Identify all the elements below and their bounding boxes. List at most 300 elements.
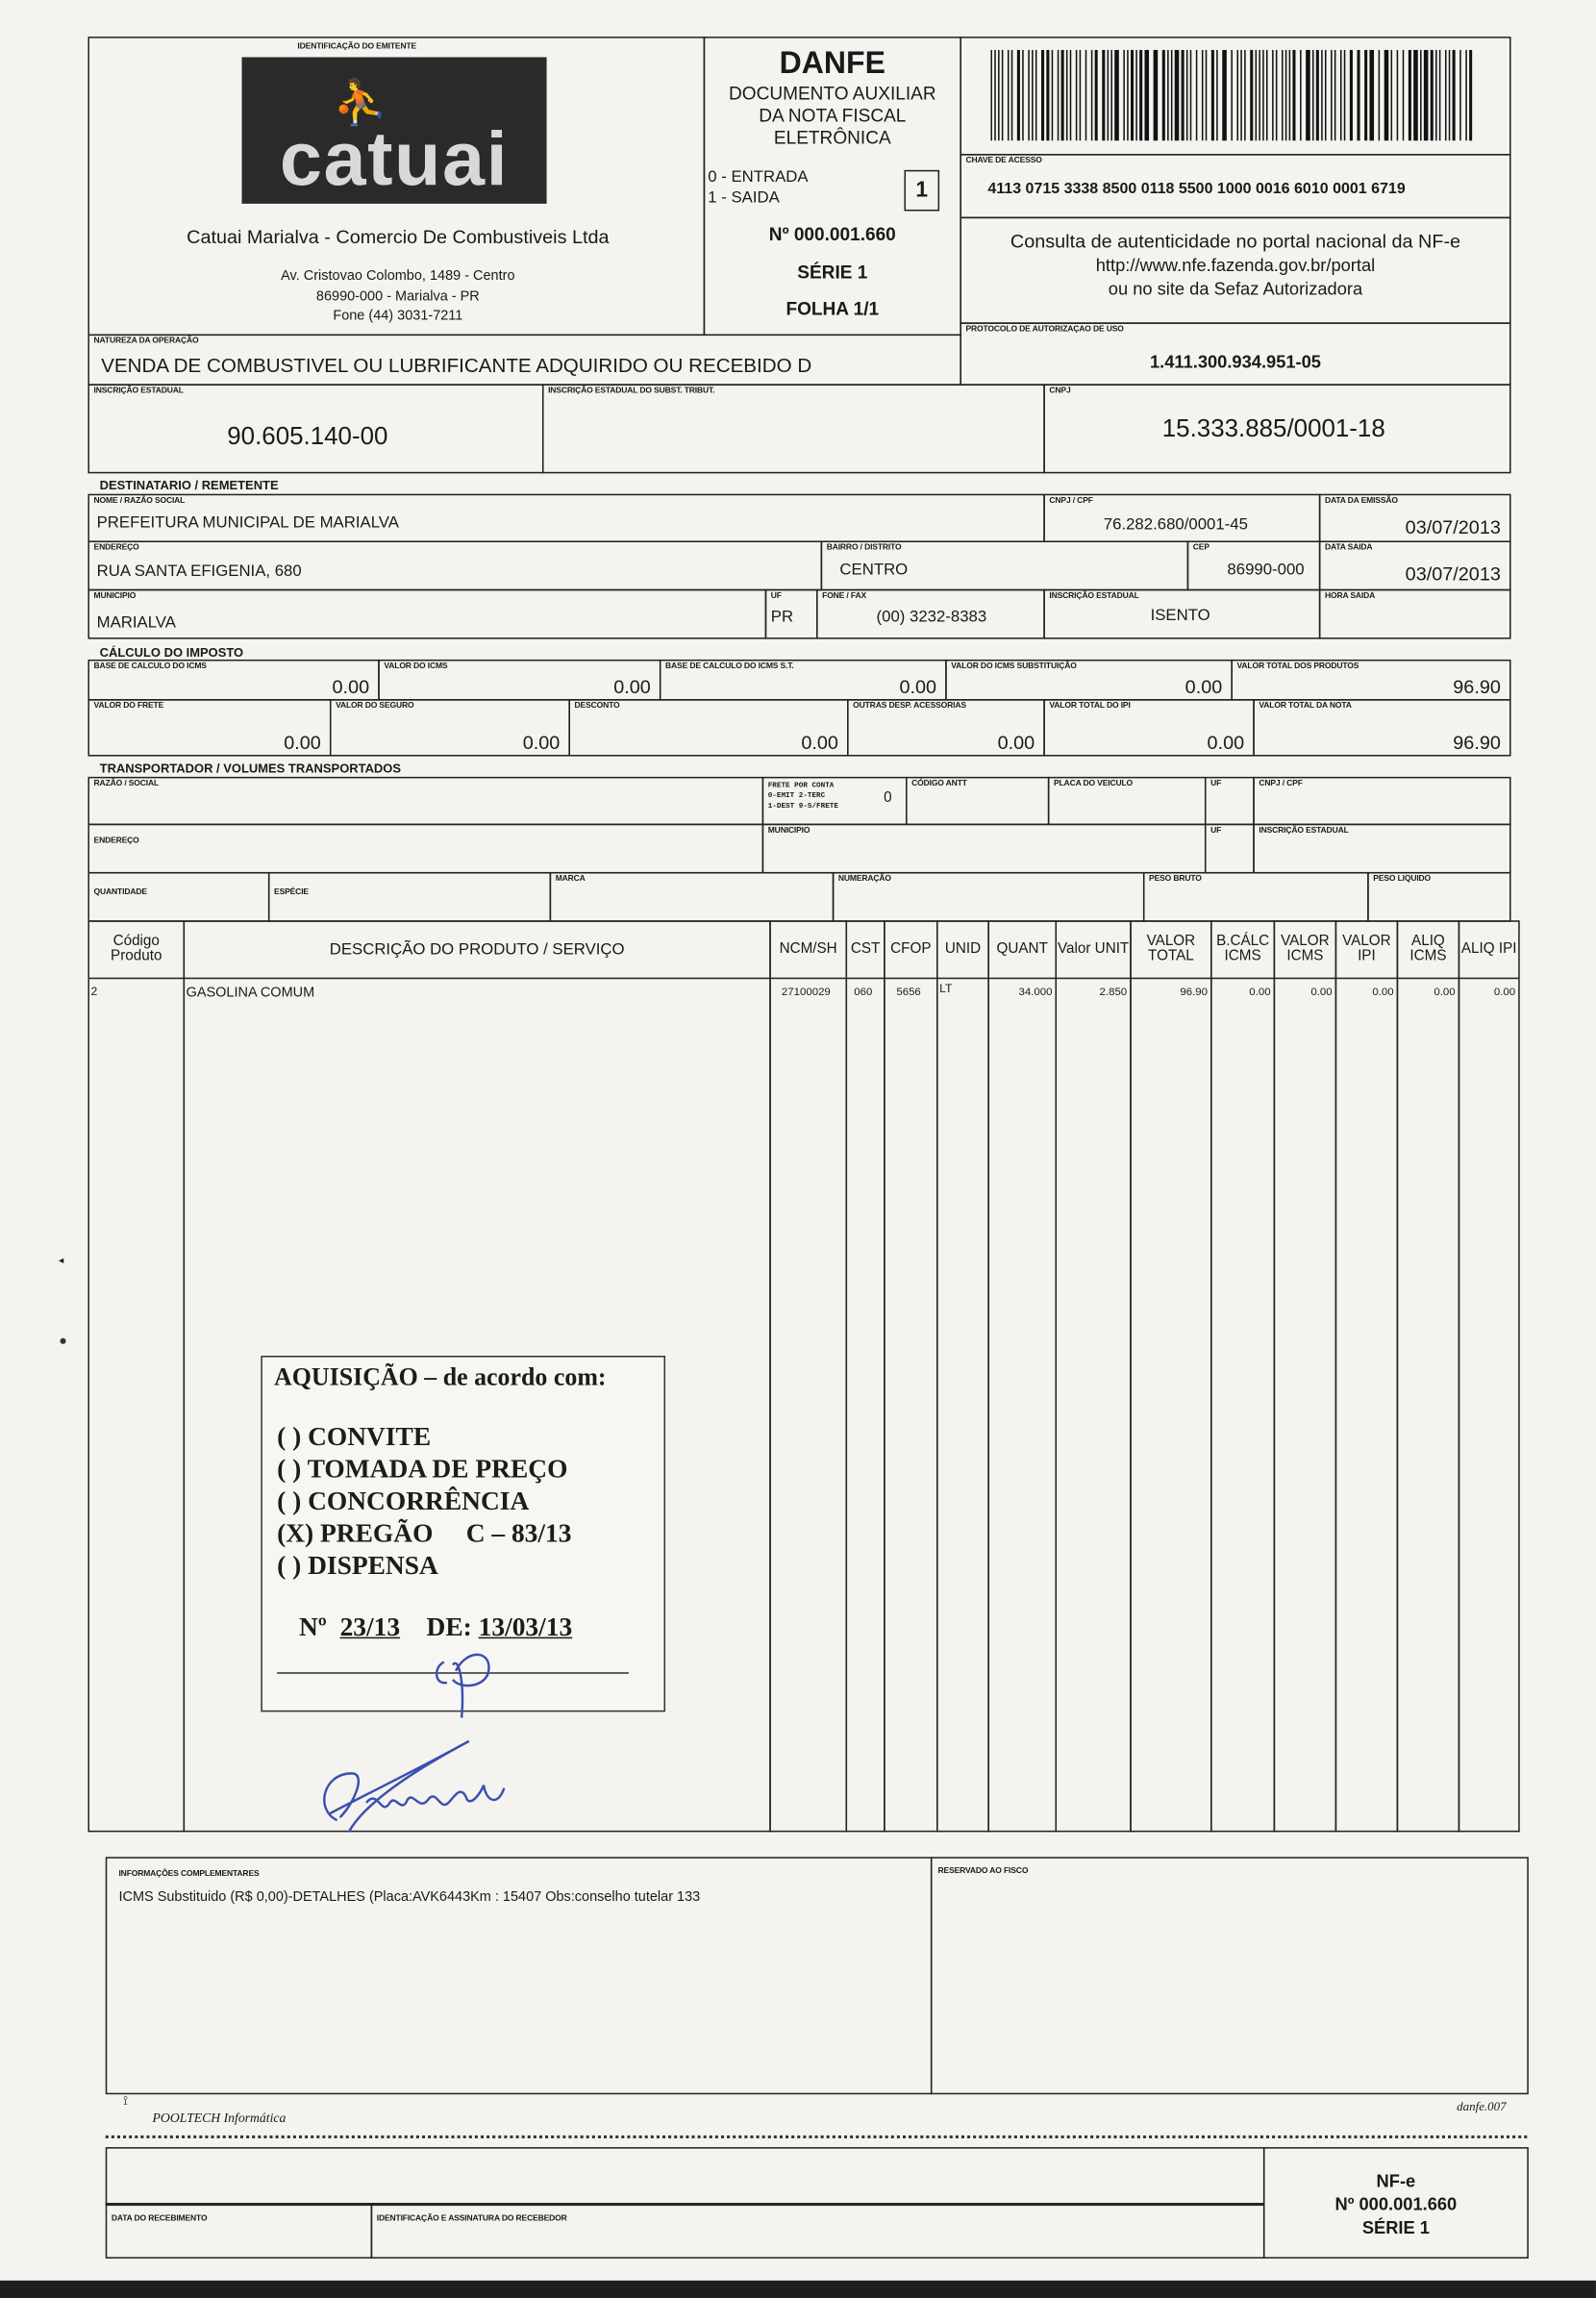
- chave-label: CHAVE DE ACESSO: [965, 157, 1042, 166]
- barcode-bar: [1070, 50, 1072, 141]
- imposto-3-label: BASE DE CALCULO DO ICMS S.T.: [665, 662, 794, 672]
- barcode-bar: [990, 50, 992, 141]
- transp-endereco-label: ENDEREÇO: [93, 837, 139, 846]
- column-header-unid: UNID: [936, 920, 989, 979]
- barcode-box: [960, 37, 1510, 155]
- dest-emissao: [1319, 494, 1511, 542]
- barcode-bar: [1144, 50, 1149, 141]
- imposto-1-label: BASE DE CALCULO DO ICMS: [93, 662, 207, 672]
- entrada-option: 0 - ENTRADA: [708, 168, 809, 187]
- cell-valor-total: 96.90: [1180, 985, 1209, 999]
- emitente-address: Av. Cristovao Colombo, 1489 - Centro: [281, 267, 515, 285]
- imposto-2-1: [87, 699, 331, 756]
- column-valor-total: [1130, 979, 1211, 1832]
- barcode-bar: [1272, 50, 1274, 141]
- assinatura-label: IDENTIFICAÇÃO E ASSINATURA DO RECEBEDOR: [376, 2214, 567, 2224]
- barcode-bar: [1379, 50, 1381, 141]
- barcode-bar: [1066, 50, 1068, 141]
- barcode-bar: [1276, 50, 1278, 141]
- imposto-1: [87, 660, 379, 701]
- canhoto-nfe: NF-e: [1376, 2170, 1416, 2191]
- barcode-bar: [1312, 50, 1314, 141]
- barcode-bar: [1424, 50, 1429, 141]
- dest-cep-value: 86990-000: [1227, 561, 1305, 580]
- barcode-bar: [1262, 50, 1264, 141]
- barcode-bar: [1008, 50, 1010, 141]
- column-header-cst: CST: [846, 920, 885, 979]
- barcode-bar: [1397, 50, 1399, 141]
- cell-valor-ipi: 0.00: [1372, 985, 1394, 999]
- imposto-1-value: 0.00: [332, 675, 370, 698]
- assinatura-field[interactable]: [371, 2203, 1265, 2259]
- dest-cnpj: [1043, 494, 1320, 542]
- emitente-logo: [242, 57, 547, 203]
- cell-cst: 060: [854, 985, 873, 999]
- tipo-operacao-box: 1: [904, 170, 939, 212]
- pooltech-icon: ⟟: [123, 2092, 129, 2108]
- ie-value: 90.605.140-00: [227, 421, 388, 450]
- imposto-2-3-label: DESCONTO: [574, 702, 620, 712]
- barcode-bar: [1384, 50, 1389, 141]
- dest-hora: [1319, 589, 1511, 639]
- barcode-bar: [1316, 50, 1319, 141]
- canhoto-nfe-box: [1263, 2147, 1529, 2259]
- barcode-bar: [1285, 50, 1287, 141]
- emitente-phone: Fone (44) 3031-7211: [333, 308, 463, 324]
- barcode-bar: [1182, 50, 1185, 141]
- dest-saida-label: DATA SAIDA: [1324, 543, 1373, 553]
- barcode-bar: [1244, 50, 1246, 141]
- barcode-bar: [1167, 50, 1169, 141]
- barcode-bar: [1289, 50, 1291, 141]
- canhoto-serie: SÉRIE 1: [1361, 2217, 1430, 2238]
- danfe-subtitle: ELETRÔNICA: [773, 127, 891, 148]
- barcode-bar: [1259, 50, 1260, 141]
- barcode-bar: [1139, 50, 1142, 141]
- nota-serie: SÉRIE 1: [797, 262, 868, 284]
- saida-option: 1 - SAIDA: [708, 188, 780, 207]
- barcode-bar: [1202, 50, 1204, 141]
- stamp-num-label: Nº: [298, 1611, 327, 1642]
- transp-frete: [762, 777, 908, 825]
- volume-marca-label: MARCA: [555, 875, 586, 885]
- volume-peso-bruto-label: PESO BRUTO: [1149, 875, 1202, 885]
- barcode-bar: [1127, 50, 1129, 141]
- barcode-bar: [1190, 50, 1192, 141]
- barcode-bar: [1206, 50, 1208, 141]
- dest-endereco-value: RUA SANTA EFIGENIA, 680: [96, 562, 302, 581]
- barcode-bar: [1102, 50, 1105, 141]
- barcode-bar: [1445, 50, 1447, 141]
- barcode-bar: [1002, 50, 1004, 141]
- stamp-initials: [424, 1636, 511, 1723]
- frete-option-label: FRETE POR CONTA: [767, 781, 835, 790]
- data-recebimento-label: DATA DO RECEBIMENTO: [111, 2214, 208, 2224]
- transp-uf2-label: UF: [1210, 826, 1222, 836]
- barcode-bar: [1046, 50, 1049, 141]
- barcode-bar: [1350, 50, 1353, 141]
- barcode-bar: [1196, 50, 1198, 141]
- barcode-bar: [1409, 50, 1411, 141]
- column-header-quant: QUANT: [987, 920, 1057, 979]
- volume-quantidade: [87, 872, 269, 922]
- stamp-num: 23/13: [339, 1611, 401, 1642]
- barcode-bar: [1110, 50, 1112, 141]
- barcode-bar: [1032, 50, 1034, 141]
- protocolo-label: PROTOCOLO DE AUTORIZAÇAO DE USO: [965, 325, 1124, 335]
- volume-especie: [268, 872, 551, 922]
- barcode-bar: [1325, 50, 1327, 141]
- barcode-bar: [1237, 50, 1239, 141]
- transp-placa-label: PLACA DO VEICULO: [1053, 779, 1134, 789]
- cnpj-label: CNPJ: [1049, 387, 1071, 396]
- transp-uf-label: UF: [1210, 779, 1222, 789]
- transportador-title: TRANSPORTADOR / VOLUMES TRANSPORTADOS: [99, 761, 402, 776]
- transp-razao: [87, 777, 763, 825]
- barcode-bar: [1035, 50, 1037, 141]
- natureza-box: [87, 335, 960, 386]
- barcode-bar: [1250, 50, 1253, 141]
- barcode-bar: [1061, 50, 1064, 141]
- column-header-cfop: CFOP: [884, 920, 937, 979]
- imposto-4-value: 0.00: [1185, 675, 1223, 698]
- protocolo-box: [960, 322, 1510, 386]
- imposto-2-value: 0.00: [613, 675, 651, 698]
- transp-antt-label: CÓDIGO ANTT: [911, 779, 967, 789]
- column-valor-ipi: [1335, 979, 1399, 1832]
- imposto-5: [1231, 660, 1510, 701]
- column-header-valor-ipi: VALOR IPI: [1335, 920, 1399, 979]
- transp-razao-label: RAZÃO / SOCIAL: [93, 779, 160, 789]
- cell-valor-unit: 2.850: [1099, 985, 1128, 999]
- imposto-5-value: 96.90: [1453, 675, 1501, 698]
- consulta-text: ou no site da Sefaz Autorizadora: [1108, 278, 1363, 299]
- dest-fone-label: FONE / FAX: [822, 591, 867, 601]
- barcode-bar: [1469, 50, 1472, 141]
- dest-endereco: [87, 540, 822, 590]
- barcode-bar: [1364, 50, 1367, 141]
- barcode-bar: [1017, 50, 1020, 141]
- cell-cfop: 5656: [896, 985, 921, 999]
- imposto-4: [945, 660, 1233, 701]
- barcode-bar: [1171, 50, 1173, 141]
- volume-numeracao: [833, 872, 1145, 922]
- barcode-bar: [1022, 50, 1024, 141]
- emitente-box: [87, 37, 705, 336]
- imposto-2-4-label: OUTRAS DESP. ACESSORIAS: [853, 702, 966, 712]
- ie-st-box: [542, 384, 1045, 473]
- dest-cnpj-label: CNPJ / CPF: [1049, 496, 1093, 506]
- column-valor-unit: [1055, 979, 1131, 1832]
- barcode-bar: [1175, 50, 1180, 141]
- transp-ie: [1253, 824, 1510, 874]
- column-quant: [987, 979, 1057, 1832]
- cell-ncm: 27100029: [781, 985, 831, 999]
- volume-peso-liquido-label: PESO LIQUIDO: [1373, 875, 1432, 885]
- software-credit: POOLTECH Informática: [152, 2110, 287, 2126]
- nota-folha: FOLHA 1/1: [786, 298, 880, 320]
- barcode-bar: [1334, 50, 1336, 141]
- stamp-option: ( ) CONVITE: [277, 1421, 432, 1452]
- barcode-bar: [1292, 50, 1295, 141]
- imposto-2-5: [1043, 699, 1254, 756]
- barcode-bar: [1135, 50, 1137, 141]
- imposto-4-label: VALOR DO ICMS SUBSTITUIÇÃO: [951, 662, 1077, 672]
- consulta-box: [960, 217, 1510, 324]
- dest-nome: [87, 494, 1044, 542]
- dest-emissao-value: 03/07/2013: [1405, 515, 1501, 538]
- danfe-subtitle: DOCUMENTO AUXILIAR: [728, 83, 936, 105]
- barcode-bar: [1300, 50, 1302, 141]
- barcode-bar: [1358, 50, 1360, 141]
- column-valor-icms: [1274, 979, 1337, 1832]
- volume-peso-liquido: [1367, 872, 1510, 922]
- imposto-2-6: [1253, 699, 1510, 756]
- transp-placa: [1048, 777, 1207, 825]
- barcode-bar: [1216, 50, 1218, 141]
- barcode-bar: [1154, 50, 1159, 141]
- barcode-bar: [1131, 50, 1134, 141]
- destinatario-title: DESTINATARIO / REMETENTE: [99, 477, 279, 493]
- ie-label: INSCRIÇÃO ESTADUAL: [93, 387, 184, 396]
- dest-nome-value: PREFEITURA MUNICIPAL DE MARIALVA: [96, 514, 399, 533]
- barcode-bar: [1240, 50, 1242, 141]
- emitente-name: Catuai Marialva - Comercio De Combustiveis Ltda: [187, 225, 610, 248]
- volume-peso-bruto: [1143, 872, 1369, 922]
- barcode-bar: [1041, 50, 1044, 141]
- dest-nome-label: NOME / RAZÃO SOCIAL: [93, 496, 186, 506]
- barcode-bar: [1222, 50, 1227, 141]
- dest-municipio: [87, 589, 766, 639]
- transp-uf2: [1205, 824, 1255, 874]
- transp-ie-label: INSCRIÇÃO ESTADUAL: [1259, 826, 1349, 836]
- dest-uf-value: PR: [770, 608, 794, 626]
- aquisicao-stamp: [261, 1356, 665, 1711]
- imposto-2-1-label: VALOR DO FRETE: [93, 702, 164, 712]
- info-complementares-box: [106, 1857, 933, 2094]
- canhoto-numero: Nº 000.001.660: [1334, 2193, 1458, 2215]
- person-icon: ⛹: [333, 79, 387, 128]
- natureza-label: NATUREZA DA OPERAÇÃO: [93, 337, 199, 346]
- imposto-3-value: 0.00: [899, 675, 937, 698]
- emitente-city: 86990-000 - Marialva - PR: [315, 288, 480, 306]
- ie-box: [87, 384, 543, 473]
- barcode-bar: [1052, 50, 1054, 141]
- chave-box: [960, 154, 1510, 218]
- barcode-bar: [1256, 50, 1258, 141]
- cnpj-box: [1043, 384, 1510, 473]
- column-aliq-icms: [1397, 979, 1460, 1832]
- transp-municipio-label: MUNICIPIO: [767, 826, 810, 836]
- stamp-option-selected: (X) PREGÃO C – 83/13: [277, 1518, 572, 1548]
- dest-endereco-label: ENDEREÇO: [93, 543, 139, 553]
- imposto-2-4: [847, 699, 1045, 756]
- volume-especie-label: ESPÉCIE: [274, 887, 309, 897]
- imposto-2-4-value: 0.00: [997, 731, 1035, 754]
- stamp-date: 13/03/13: [478, 1611, 573, 1642]
- scan-mark: ◂: [58, 1256, 64, 1266]
- data-recebimento-field[interactable]: [106, 2203, 372, 2259]
- stamp-title: AQUISIÇÃO – de acordo com:: [274, 1362, 607, 1391]
- barcode-bar: [1306, 50, 1310, 141]
- dest-cnpj-value: 76.282.680/0001-45: [1103, 515, 1248, 534]
- barcode-bar: [1391, 50, 1393, 141]
- column-header-valor-unit: Valor UNIT: [1055, 920, 1131, 979]
- column-header-codigo: Código Produto: [87, 920, 185, 979]
- handwritten-signature: [308, 1730, 571, 1839]
- barcode-bar: [1403, 50, 1405, 141]
- dest-saida: [1319, 540, 1511, 590]
- imposto-2-label: VALOR DO ICMS: [384, 662, 448, 672]
- barcode-bar: [1431, 50, 1434, 141]
- chave-value: 4113 0715 3338 8500 0118 5500 1000 0016 6010 0001 6719: [987, 180, 1406, 198]
- barcode-bar: [1459, 50, 1461, 141]
- fisco-label: RESERVADO AO FISCO: [937, 1866, 1029, 1877]
- protocolo-value: 1.411.300.934.951-05: [1149, 351, 1321, 373]
- cell-descricao: GASOLINA COMUM: [186, 985, 315, 1002]
- transp-frete-value: 0: [884, 789, 892, 807]
- barcode-bar: [1369, 50, 1374, 141]
- danfe-title: DANFE: [779, 46, 885, 81]
- barcode-bar: [1028, 50, 1030, 141]
- transp-uf: [1205, 777, 1255, 825]
- column-ncm: [769, 979, 847, 1832]
- cnpj-value: 15.333.885/0001-18: [1161, 414, 1385, 443]
- frete-option-label: 1-DEST 9-S/FRETE: [767, 801, 838, 811]
- barcode-bar: [1091, 50, 1093, 141]
- column-header-valor-total: VALOR TOTAL: [1130, 920, 1211, 979]
- barcode-bar: [1420, 50, 1422, 141]
- imposto-2-1-value: 0.00: [284, 731, 321, 754]
- transp-municipio: [762, 824, 1207, 874]
- dest-cep: [1187, 540, 1321, 590]
- imposto-2-3-value: 0.00: [801, 731, 838, 754]
- dest-uf: [765, 589, 818, 639]
- dest-hora-label: HORA SAIDA: [1324, 591, 1376, 601]
- imposto-2-5-value: 0.00: [1207, 731, 1245, 754]
- barcode-bar: [1095, 50, 1098, 141]
- dest-bairro: [821, 540, 1189, 590]
- stamp-option: ( ) DISPENSA: [277, 1550, 438, 1581]
- imposto-2-2-label: VALOR DO SEGURO: [336, 702, 414, 712]
- imposto-2: [378, 660, 661, 701]
- dest-bairro-label: BAIRRO / DISTRITO: [826, 543, 902, 553]
- transp-cnpj-label: CNPJ / CPF: [1259, 779, 1303, 789]
- natureza-value: VENDA DE COMBUSTIVEL OU LUBRIFICANTE ADQUIRIDO OU RECEBIDO D: [101, 354, 812, 377]
- barcode-bar: [1011, 50, 1013, 141]
- imposto-5-label: VALOR TOTAL DOS PRODUTOS: [1236, 662, 1359, 672]
- barcode-bar: [998, 50, 1000, 141]
- imposto-title: CÁLCULO DO IMPOSTO: [99, 644, 244, 660]
- transp-cnpj: [1253, 777, 1510, 825]
- emitente-label: IDENTIFICAÇÃO DO EMITENTE: [297, 42, 417, 52]
- column-header-aliq-ipi: ALIQ IPI: [1459, 920, 1520, 979]
- form-code: danfe.007: [1457, 2098, 1507, 2114]
- barcode-bar: [1449, 50, 1451, 141]
- imposto-2-2: [330, 699, 570, 756]
- barcode-bar: [1344, 50, 1346, 141]
- barcode-bar: [1108, 50, 1110, 141]
- cell-valor-icms: 0.00: [1310, 985, 1333, 999]
- dest-municipio-value: MARIALVA: [96, 613, 176, 632]
- nota-numero: Nº 000.001.660: [768, 224, 896, 245]
- transp-endereco: [87, 824, 763, 874]
- imposto-3: [660, 660, 947, 701]
- cell-aliq-ipi: 0.00: [1493, 985, 1516, 999]
- dest-fone-value: (00) 3232-8383: [876, 608, 987, 626]
- volume-numeracao-label: NUMERAÇÃO: [837, 875, 891, 885]
- barcode-bar: [1114, 50, 1119, 141]
- scan-mark: [60, 1338, 65, 1344]
- cell-unid: LT: [939, 982, 953, 995]
- column-header-aliq-icms: ALIQ ICMS: [1397, 920, 1460, 979]
- barcode-bar: [1413, 50, 1418, 141]
- barcode-bar: [1465, 50, 1467, 141]
- consulta-url[interactable]: http://www.nfe.fazenda.gov.br/portal: [1095, 255, 1376, 276]
- logo-text: catuai: [279, 116, 510, 203]
- dest-uf-label: UF: [770, 591, 782, 601]
- column-header-ncm: NCM/SH: [769, 920, 847, 979]
- danfe-box: [704, 37, 961, 336]
- barcode-bar: [1282, 50, 1284, 141]
- imposto-2-5-label: VALOR TOTAL DO IPI: [1049, 702, 1131, 712]
- volume-marca: [550, 872, 835, 922]
- barcode-bar: [1080, 50, 1082, 141]
- barcode-bar: [1085, 50, 1087, 141]
- stamp-date-label: DE:: [426, 1611, 472, 1642]
- volume-quantidade-label: QUANTIDADE: [93, 887, 147, 897]
- stamp-option: ( ) TOMADA DE PREÇO: [277, 1454, 568, 1484]
- cell-bc-icms: 0.00: [1249, 985, 1271, 999]
- cell-quant: 34.000: [1018, 985, 1053, 999]
- barcode-bar: [994, 50, 996, 141]
- cell-codigo: 2: [90, 985, 98, 999]
- barcode-bar: [1211, 50, 1214, 141]
- imposto-2-2-value: 0.00: [522, 731, 561, 754]
- imposto-2-3: [568, 699, 848, 756]
- barcode-bar: [1435, 50, 1437, 141]
- info-label: INFORMAÇÕES COMPLEMENTARES: [118, 1870, 260, 1880]
- barcode-bar: [1321, 50, 1323, 141]
- barcode-bar: [1231, 50, 1233, 141]
- column-unid: [936, 979, 989, 1832]
- consulta-text: Consulta de autenticidade no portal nacional da NF-e: [1010, 230, 1461, 253]
- column-bc-icms: [1210, 979, 1275, 1832]
- barcode-bar: [1076, 50, 1078, 141]
- column-codigo: [87, 979, 185, 1832]
- info-value: ICMS Substituido (R$ 0,00)-DETALHES (Placa:AVK6443Km : 15407 Obs:conselho tutelar 133: [118, 1888, 701, 1906]
- barcode: [990, 50, 1480, 141]
- cell-aliq-icms: 0.00: [1434, 985, 1456, 999]
- cut-line: [106, 2136, 1528, 2138]
- column-aliq-ipi: [1459, 979, 1520, 1832]
- column-header-valor-icms: VALOR ICMS: [1274, 920, 1337, 979]
- danfe-subtitle: DA NOTA FISCAL: [759, 105, 907, 127]
- barcode-bar: [1186, 50, 1188, 141]
- ie-st-label: INSCRIÇÃO ESTADUAL DO SUBST. TRIBUT.: [548, 387, 715, 396]
- barcode-bar: [1331, 50, 1333, 141]
- barcode-bar: [1123, 50, 1125, 141]
- dest-emissao-label: DATA DA EMISSÃO: [1324, 496, 1398, 506]
- dest-ie-label: INSCRIÇÃO ESTADUAL: [1049, 591, 1139, 601]
- canhoto-top: [106, 2147, 1265, 2206]
- barcode-bar: [1453, 50, 1456, 141]
- dest-fone: [816, 589, 1045, 639]
- column-header-descricao: DESCRIÇÃO DO PRODUTO / SERVIÇO: [184, 920, 771, 979]
- barcode-bar: [1058, 50, 1060, 141]
- imposto-2-6-label: VALOR TOTAL DA NOTA: [1259, 702, 1352, 712]
- dest-bairro-value: CENTRO: [839, 561, 909, 580]
